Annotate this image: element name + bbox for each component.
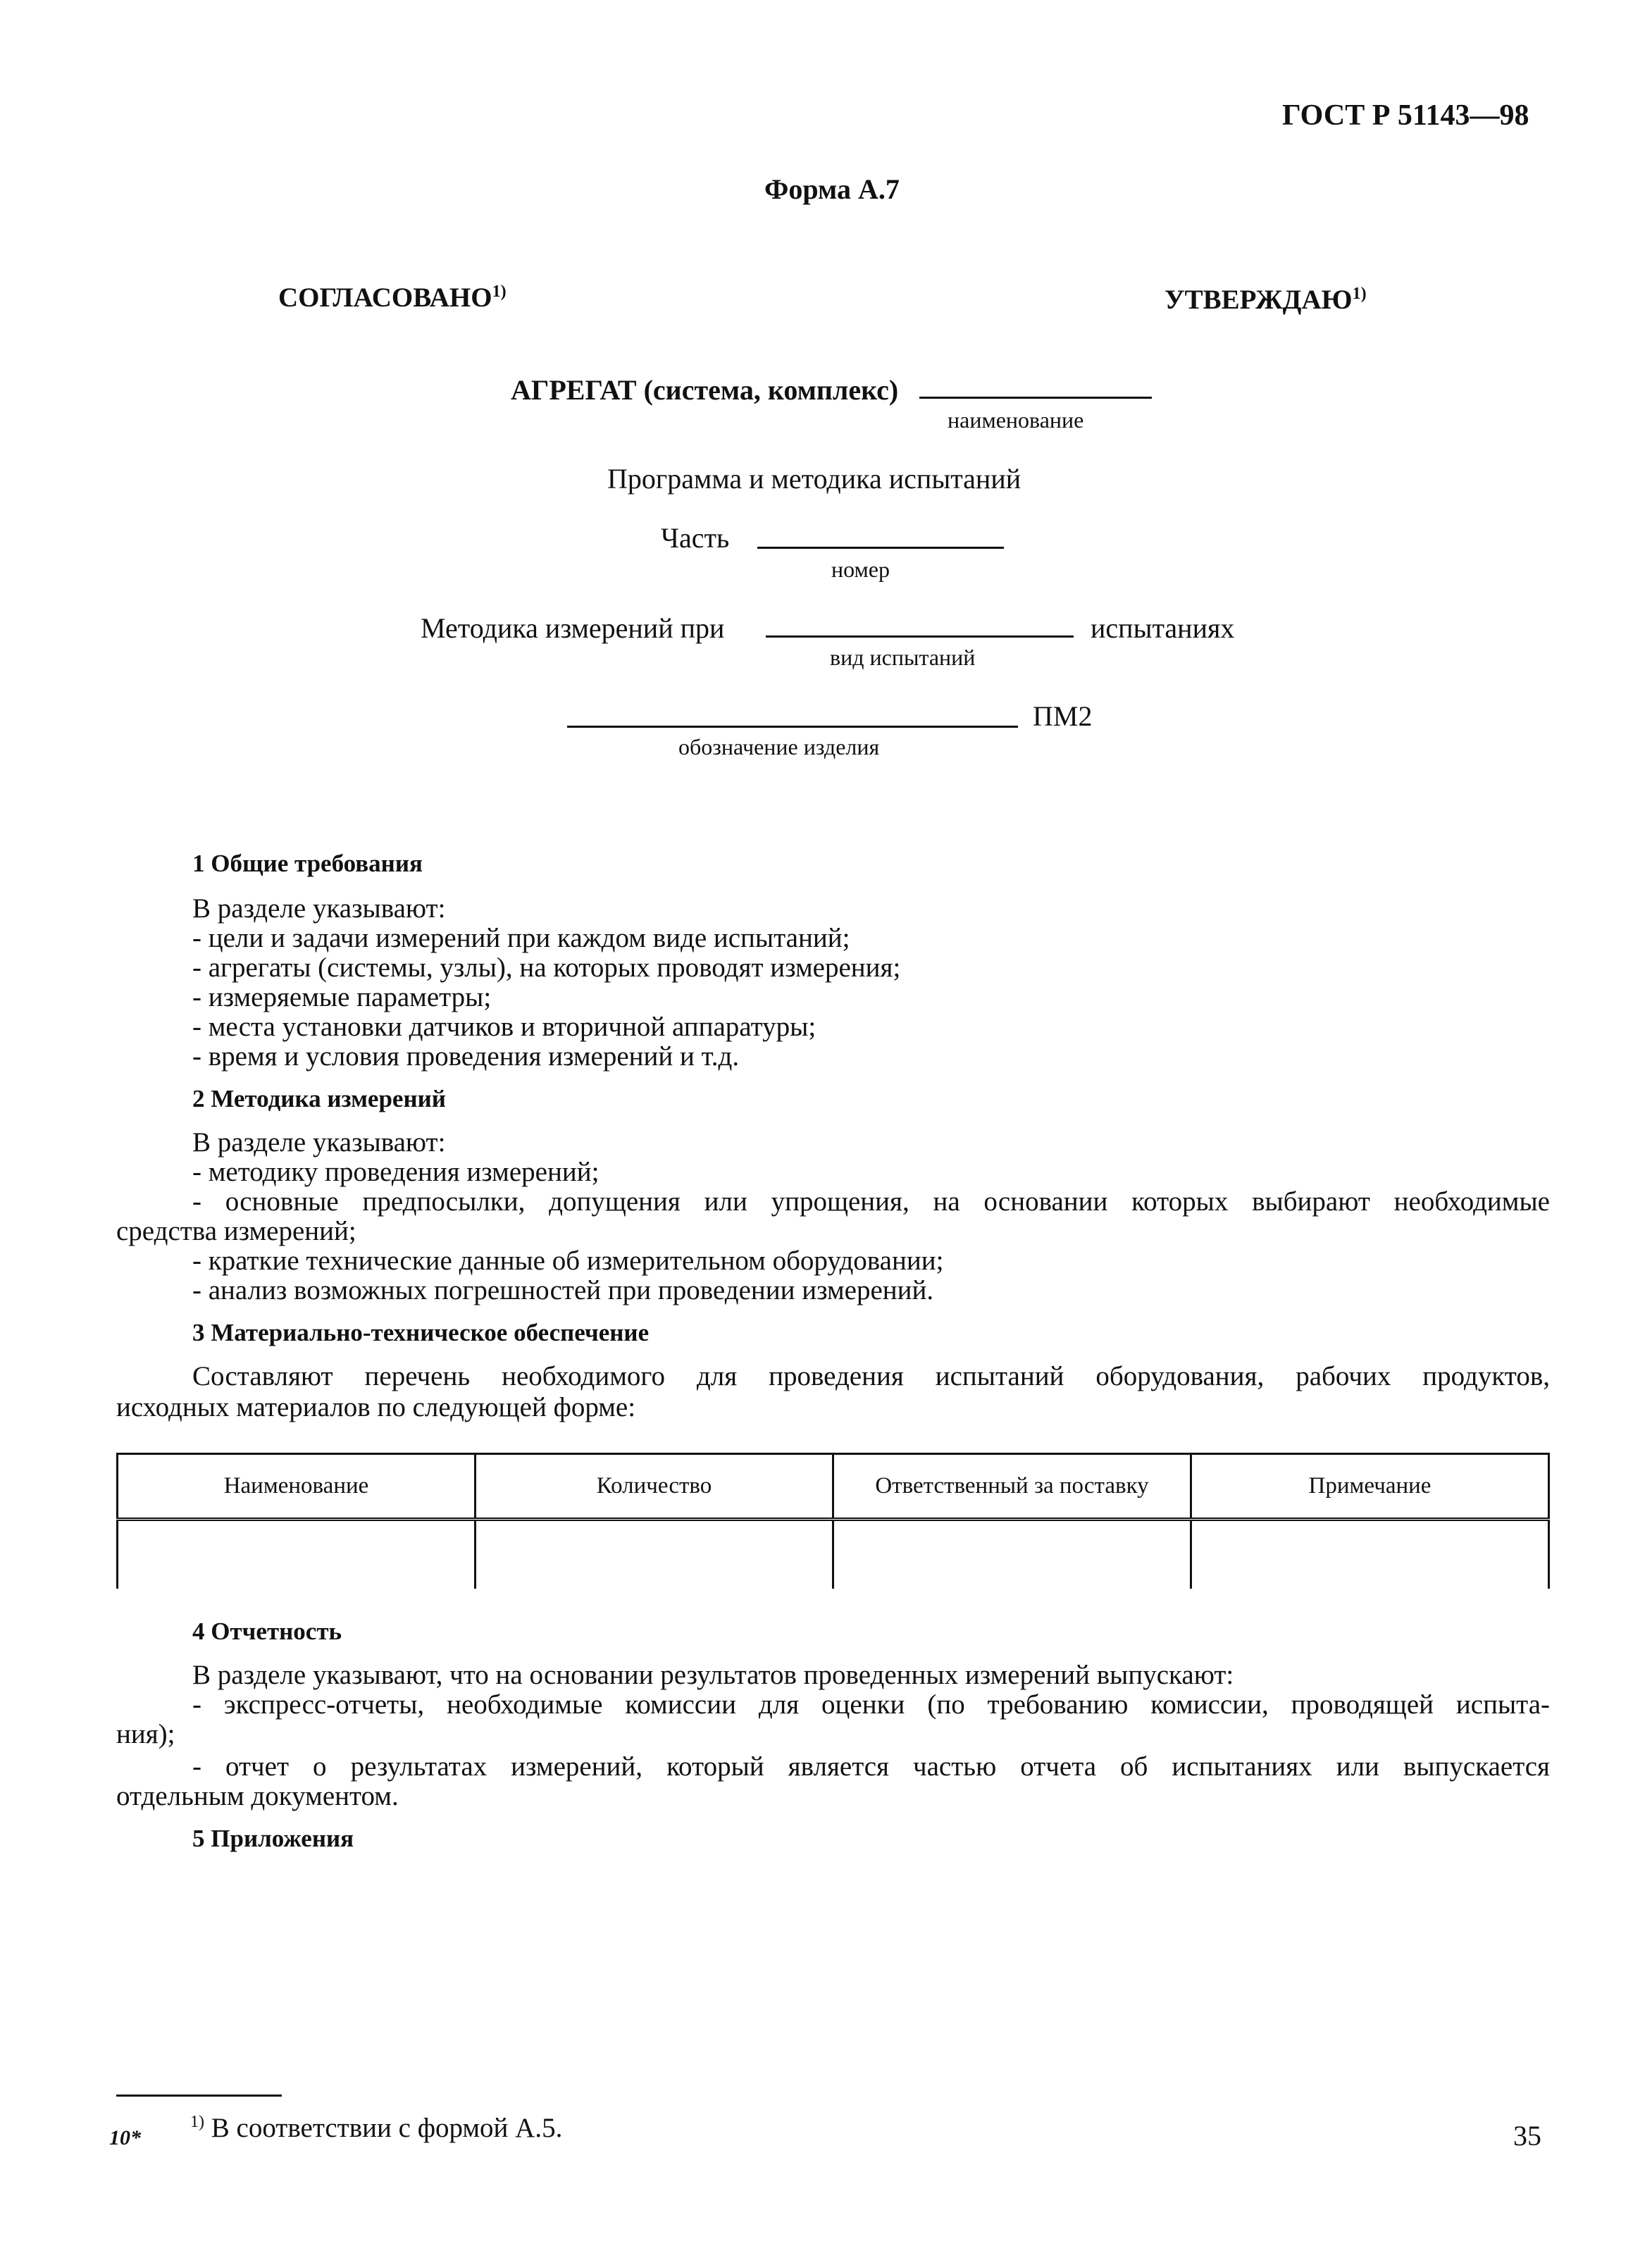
aggregate-name-line: [919, 397, 1152, 399]
list-item-continued: средства измерений;: [116, 1216, 356, 1246]
list-item-continued: отдельным документом.: [116, 1781, 399, 1811]
column-header: Ответственный за поставку: [833, 1454, 1191, 1520]
column-header: Примечание: [1191, 1454, 1549, 1520]
program-title: Программа и методика испытаний: [607, 463, 1021, 495]
section-heading: 3 Материально-техническое обеспечение: [192, 1319, 650, 1346]
footnote: [190, 2106, 562, 2144]
list-item: - места установки датчиков и вторичной аппаратуры;: [192, 1012, 816, 1042]
column-header: Наименование: [118, 1454, 476, 1520]
footnote-mark: 1): [1352, 285, 1367, 303]
standard-number: ГОСТ Р 51143—98: [1282, 99, 1529, 132]
section-heading: 1 Общие требования: [192, 850, 423, 877]
materials-table: [116, 1453, 1550, 1589]
section-paragraph: В разделе указывают, что на основании результатов проведенных измерений выпускают:: [192, 1660, 1234, 1690]
table-cell: [118, 1520, 476, 1589]
approve-label: УТВЕРЖДАЮ: [1165, 285, 1353, 315]
footnote-separator: [116, 2095, 282, 2097]
part-label: Часть: [661, 522, 730, 554]
part-number-line: [757, 547, 1004, 549]
table-cell: [833, 1520, 1191, 1589]
approval-stamp-approve: [1165, 284, 1367, 316]
column-header: Количество: [476, 1454, 833, 1520]
list-item: - время и условия проведения измерений и т.д.: [192, 1041, 740, 1072]
form-title: Форма А.7: [764, 173, 900, 205]
section-paragraph: исходных материалов по следующей форме:: [116, 1392, 636, 1422]
list-item: - измеряемые параметры;: [192, 982, 492, 1012]
list-item: - отчет о результатах измерений, который является частью отчета об испытаниях или выпускается: [192, 1751, 1550, 1782]
footer-mark: 10*: [109, 2126, 141, 2149]
agreed-label: СОГЛАСОВАНО: [278, 283, 492, 313]
section-heading: 5 Приложения: [192, 1825, 354, 1852]
section-heading: 4 Отчетность: [192, 1618, 342, 1645]
table-cell: [476, 1520, 833, 1589]
footnote-mark: 1): [190, 2113, 204, 2131]
list-item: - методику проведения измерений;: [192, 1157, 600, 1187]
footnote-mark: 1): [492, 283, 507, 301]
part-caption: номер: [831, 557, 890, 582]
doc-code: ПМ2: [1033, 700, 1093, 732]
test-type-line: [766, 635, 1074, 638]
list-item: - экспресс-отчеты, необходимые комиссии для оценки (по требованию комиссии, проводящей испыта-: [192, 1689, 1550, 1720]
list-item: - агрегаты (системы, узлы), на которых проводят измерения;: [192, 952, 901, 983]
list-item: - цели и задачи измерений при каждом виде испытаний;: [192, 923, 850, 953]
aggregate-caption: наименование: [948, 407, 1084, 433]
designation-line: [567, 726, 1018, 728]
approval-stamp-agreed: [278, 282, 507, 314]
designation-caption: обозначение изделия: [678, 734, 880, 759]
page-number: 35: [1513, 2120, 1541, 2152]
list-item: - краткие технические данные об измерительном оборудовании;: [192, 1246, 944, 1276]
method-suffix: испытаниях: [1091, 612, 1235, 644]
test-type-caption: вид испытаний: [830, 645, 976, 670]
method-label: Методика измерений при: [421, 612, 725, 644]
section-paragraph: Составляют перечень необходимого для проведения испытаний оборудования, рабочих продуктов,: [192, 1361, 1550, 1391]
table-cell: [1191, 1520, 1549, 1589]
list-item: - основные предпосылки, допущения или упрощения, на основании которых выбирают необходимые: [192, 1186, 1550, 1217]
table-row: [118, 1520, 1549, 1589]
aggregate-label: АГРЕГАТ (система, комплекс): [511, 374, 899, 406]
section-intro: В разделе указывают:: [192, 1127, 446, 1158]
section-heading: 2 Методика измерений: [192, 1085, 446, 1112]
table-header-row: [118, 1454, 1549, 1520]
list-item-continued: ния);: [116, 1719, 175, 1749]
footnote-text: В соответствии с формой А.5.: [211, 2113, 563, 2143]
section-intro: В разделе указывают:: [192, 893, 446, 924]
list-item: - анализ возможных погрешностей при проведении измерений.: [192, 1275, 934, 1305]
